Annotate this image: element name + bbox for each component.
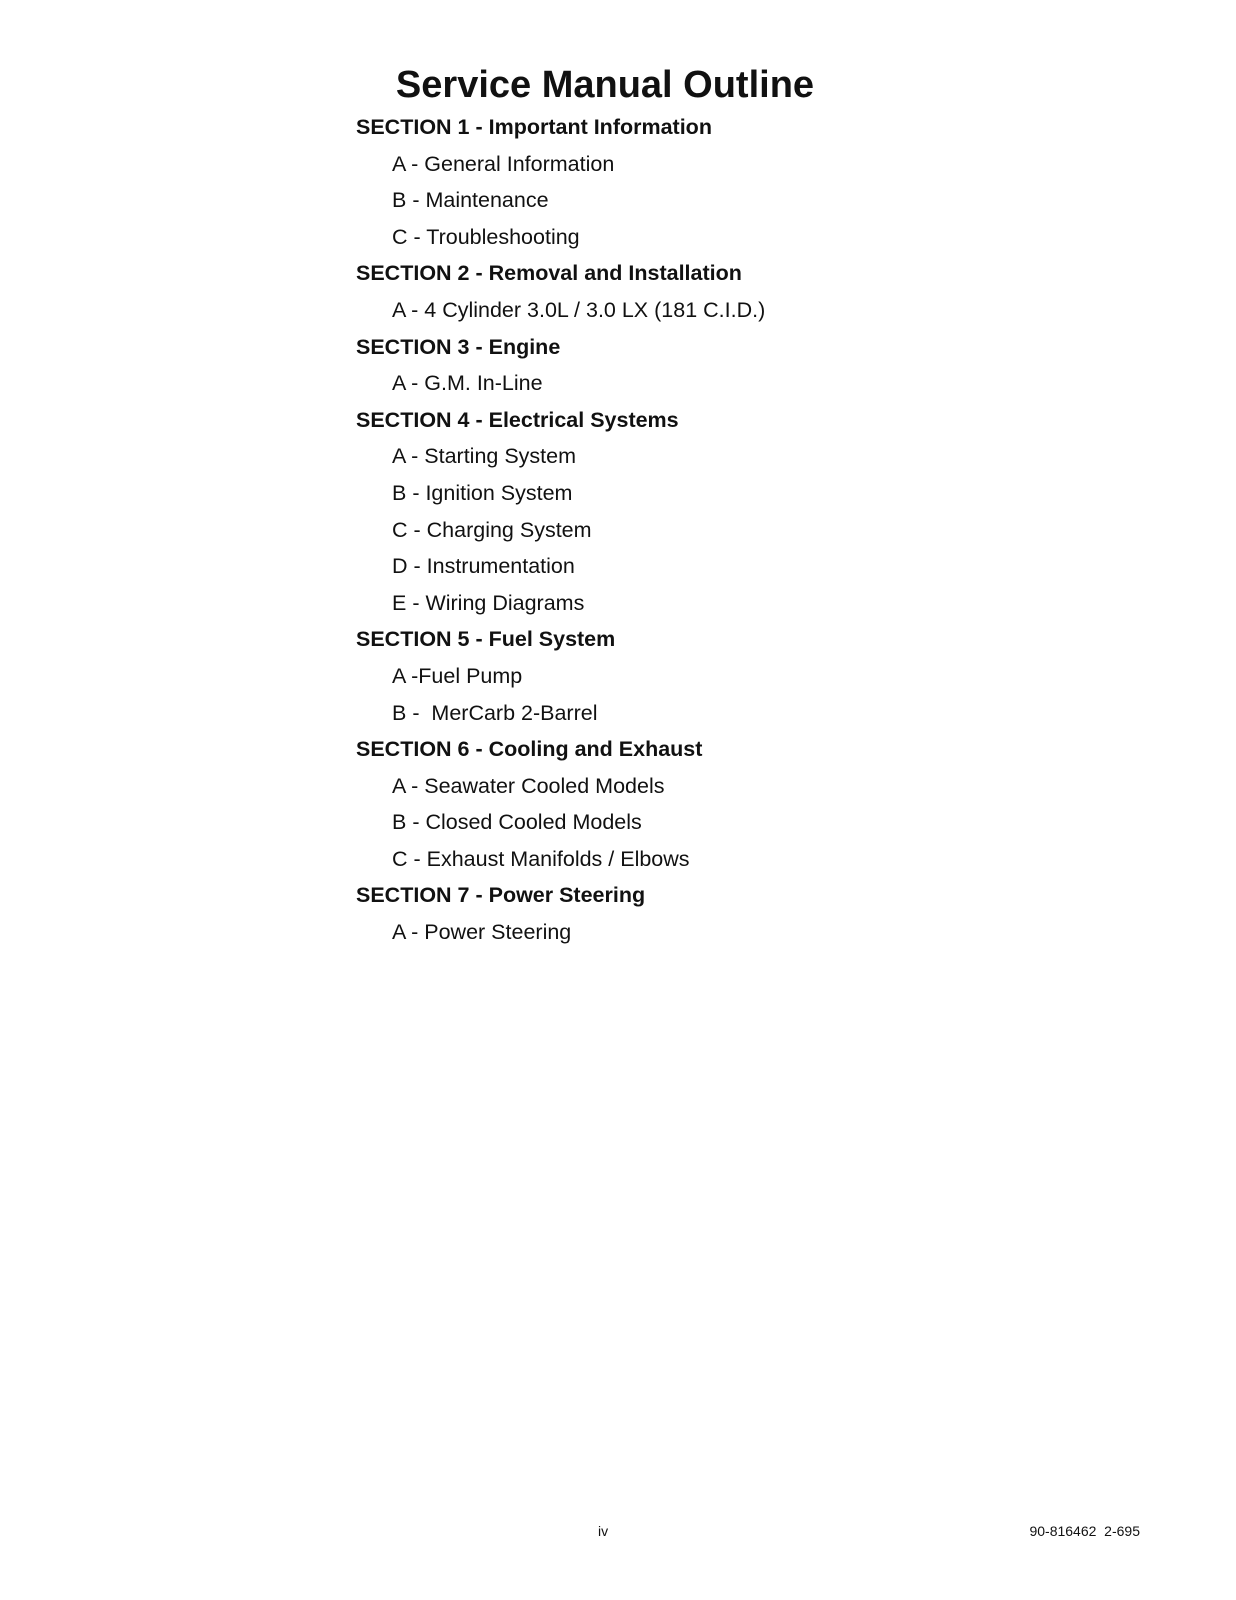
section-heading: SECTION 3 - Engine <box>356 334 561 359</box>
subsection-item: D - Instrumentation <box>392 554 575 579</box>
subsection-item: E - Wiring Diagrams <box>392 590 585 615</box>
subsection-item: A - Power Steering <box>392 920 572 945</box>
subsection-item: A - G.M. In-Line <box>392 371 543 396</box>
section-heading: SECTION 6 - Cooling and Exhaust <box>356 737 703 762</box>
subsection-item: B - Maintenance <box>392 188 549 213</box>
subsection-item: A - 4 Cylinder 3.0L / 3.0 LX (181 C.I.D.) <box>392 297 766 322</box>
subsection-item: B - Ignition System <box>392 480 573 505</box>
subsection-item: B - Closed Cooled Models <box>392 810 642 835</box>
subsection-item: B - MerCarb 2-Barrel <box>392 700 598 725</box>
page-number: iv <box>598 1523 609 1539</box>
subsection-item: C - Exhaust Manifolds / Elbows <box>392 846 690 871</box>
subsection-item: A -Fuel Pump <box>392 663 523 688</box>
subsection-item: C - Troubleshooting <box>392 224 580 249</box>
subsection-item: A - Seawater Cooled Models <box>392 773 665 798</box>
section-heading: SECTION 2 - Removal and Installation <box>356 261 742 286</box>
subsection-item: C - Charging System <box>392 517 592 542</box>
subsection-item: A - General Information <box>392 151 615 176</box>
subsection-item: A - Starting System <box>392 444 577 469</box>
section-heading: SECTION 7 - Power Steering <box>356 883 646 908</box>
page-title: Service Manual Outline <box>395 64 815 106</box>
section-heading: SECTION 4 - Electrical Systems <box>356 407 679 432</box>
section-heading: SECTION 1 - Important Information <box>356 115 712 139</box>
outline-list <box>356 109 765 951</box>
section-heading: SECTION 5 - Fuel System <box>356 627 616 652</box>
document-number: 90-816462 2-695 <box>1029 1523 1140 1539</box>
